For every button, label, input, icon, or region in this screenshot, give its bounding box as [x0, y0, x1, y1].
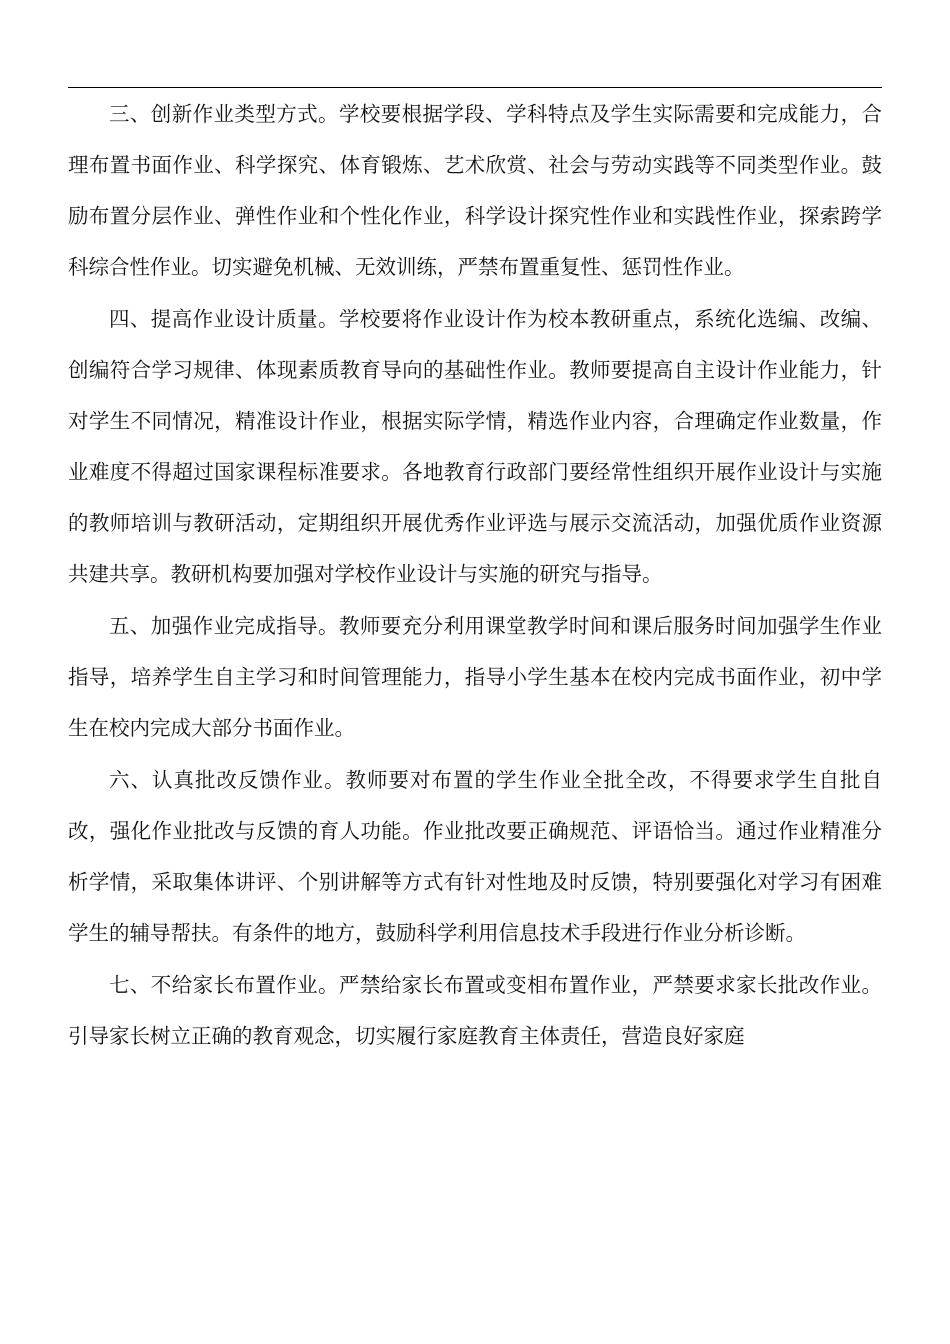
header-rule — [68, 87, 882, 88]
paragraph-3-innovate-homework-types: 三、创新作业类型方式。学校要根据学段、学科特点及学生实际需要和完成能力，合理布置书面作业、科学探究、体育锻炼、艺术欣赏、社会与劳动实践等不同类型作业。鼓励布置分层作业、弹性作业和个性化作业，科学设计探究性作业和实践性作业，探索跨学科综合性作业。切实避免机械、无效训练，严禁布置重复性、惩罚性作业。 — [68, 102, 882, 279]
paragraph-4-improve-homework-design: 四、提高作业设计质量。学校要将作业设计作为校本教研重点，系统化选编、改编、创编符合学习规律、体现素质教育导向的基础性作业。教师要提高自主设计作业能力，针对学生不同情况，精准设计作业，根据实际学情，精选作业内容，合理确定作业数量，作业难度不得超过国家课程标准要求。各地教育行政部门要经常性组织开展作业设计与实施的教师培训与教研活动，定期组织开展优秀作业评选与展示交流活动，加强优质作业资源共建共享。教研机构要加强对学校作业设计与实施的研究与指导。 — [68, 307, 882, 586]
paragraph-5-strengthen-homework-guidance: 五、加强作业完成指导。教师要充分利用课堂教学时间和课后服务时间加强学生作业指导，培养学生自主学习和时间管理能力，指导小学生基本在校内完成书面作业，初中学生在校内完成大部分书面作业。 — [68, 614, 882, 740]
document-body — [68, 89, 882, 1063]
paragraph-6-grade-and-feedback: 六、认真批改反馈作业。教师要对布置的学生作业全批全改，不得要求学生自批自改，强化作业批改与反馈的育人功能。作业批改要正确规范、评语恰当。通过作业精准分析学情，采取集体讲评、个别讲解等方式有针对性地及时反馈，特别要强化对学习有困难学生的辅导帮扶。有条件的地方，鼓励科学利用信息技术手段进行作业分析诊断。 — [68, 768, 882, 945]
paragraph-7-no-homework-for-parents: 七、不给家长布置作业。严禁给家长布置或变相布置作业，严禁要求家长批改作业。引导家长树立正确的教育观念，切实履行家庭教育主体责任，营造良好家庭 — [68, 973, 882, 1048]
